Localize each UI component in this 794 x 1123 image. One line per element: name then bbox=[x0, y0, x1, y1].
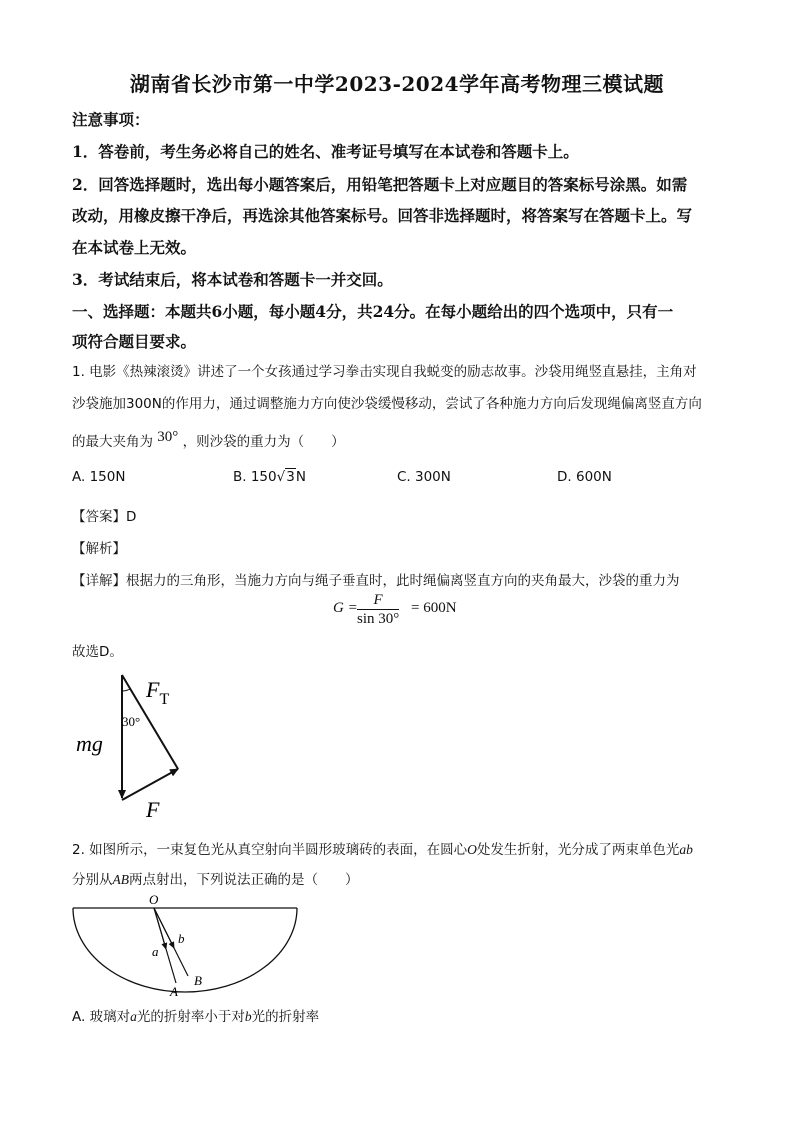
q1-stem-line-3-pre: 的最大夹角为 bbox=[72, 434, 153, 450]
q1-angle: 30° bbox=[157, 429, 179, 445]
notice-item-1: 1．答卷前，考生务必将自己的姓名、准考证号填写在本试卷和答题卡上。 bbox=[72, 142, 579, 161]
notice-item-2-line-1: 2．回答选择题时，选出每小题答案后，用铅笔把答题卡上对应题目的答案标号涂黑。如需 bbox=[72, 175, 688, 194]
q2-stem-line-2-pre: 分别从 bbox=[72, 872, 113, 888]
q2-stem-line-2 bbox=[72, 868, 359, 888]
section-1-heading-line-1: 一、选择题：本题共6小题，每小题4分，共24分。在每小题给出的四个选项中，只有一 bbox=[72, 302, 674, 321]
formula-fraction bbox=[357, 591, 399, 628]
sqrt-icon: √ bbox=[276, 469, 286, 485]
q2-option-a-a: a bbox=[130, 1009, 137, 1024]
page-title: 湖南省长沙市第一中学2023-2024学年高考物理三模试题 bbox=[129, 72, 665, 96]
q2-stem-o: O bbox=[467, 842, 477, 857]
q1-conclusion: 故选D。 bbox=[72, 644, 123, 660]
q2-stem-line-2-post: 两点射出，下列说法正确的是（ ） bbox=[129, 872, 359, 888]
q1-analysis-label: 【解析】 bbox=[72, 541, 126, 557]
f-label: F bbox=[146, 797, 160, 822]
section-1-heading-line-2: 项符合题目要求。 bbox=[72, 332, 197, 351]
q2-stem-line-1 bbox=[72, 838, 693, 858]
f-vector bbox=[122, 769, 178, 800]
q1-option-b-prefix: B. 150 bbox=[233, 469, 277, 485]
q1-stem-line-2: 沙袋施加300N的作用力，通过调整施力方向使沙袋缓慢移动，尝试了各种施力方向后发现绳偏离竖直方向 bbox=[72, 396, 702, 412]
point-A-label: A bbox=[170, 984, 178, 999]
q1-option-c: C. 300N bbox=[397, 469, 451, 485]
q2-option-a-mid: 光的折射率小于对 bbox=[136, 1009, 245, 1025]
glass-arc bbox=[73, 908, 297, 992]
q1-stem-line-1: 1. 电影《热辣滚烫》讲述了一个女孩通过学习拳击实现自我蜕变的励志故事。沙袋用绳竖直悬挂，主角对 bbox=[72, 364, 697, 380]
q1-option-a: A. 150N bbox=[72, 469, 126, 485]
q2-option-a bbox=[72, 1005, 319, 1025]
formula-denominator: sin 30° bbox=[357, 611, 400, 627]
formula-rhs: = 600N bbox=[411, 600, 457, 616]
q2-stem-ab: ab bbox=[679, 842, 693, 857]
mg-label: mg bbox=[76, 731, 103, 756]
q1-detail: 【详解】根据力的三角形，当施力方向与绳子垂直时，此时绳偏离竖直方向的夹角最大，沙袋的重力为 bbox=[72, 573, 680, 589]
q2-option-a-post: 光的折射率 bbox=[251, 1009, 320, 1025]
q2-stem-line-1-pre: 2. 如图所示，一束复色光从真空射向半圆形玻璃砖的表面，在圆心 bbox=[72, 842, 468, 858]
q1-option-b-unit: N bbox=[295, 469, 306, 485]
angle-arc bbox=[122, 689, 130, 691]
notice-item-2-line-3: 在本试卷上无效。 bbox=[72, 238, 197, 257]
ray-a-label: a bbox=[152, 944, 159, 959]
angle-label: 30° bbox=[122, 714, 141, 729]
q2-stem-line-1-post: 处发生折射，光分成了两束单色光 bbox=[476, 842, 680, 858]
semicircle-glass-diagram bbox=[70, 892, 310, 1002]
q1-formula bbox=[333, 592, 473, 640]
notice-heading: 注意事项： bbox=[72, 110, 150, 129]
q2-stem-AB: AB bbox=[112, 872, 129, 887]
q1-option-d: D. 600N bbox=[557, 469, 612, 485]
point-o-label: O bbox=[149, 892, 159, 907]
q1-option-b bbox=[233, 469, 306, 485]
q1-answer: 【答案】D bbox=[72, 509, 137, 525]
point-B-label: B bbox=[194, 973, 202, 988]
q1-stem-line-3-post: ，则沙袋的重力为（ ） bbox=[182, 434, 345, 450]
formula-numerator: F bbox=[357, 591, 399, 610]
q2-option-a-pre: A. 玻璃对 bbox=[72, 1009, 131, 1025]
notice-item-2-line-2: 改动，用橡皮擦干净后，再选涂其他答案标号。回答非选择题时，将答案写在答题卡上。写 bbox=[72, 206, 693, 225]
force-triangle-diagram bbox=[72, 665, 212, 825]
formula-lhs: G = bbox=[333, 600, 358, 616]
q1-stem-line-3 bbox=[72, 430, 345, 451]
ray-b-label: b bbox=[178, 931, 185, 946]
q2-option-a-b: b bbox=[244, 1009, 252, 1024]
ft-label: $F_T$ bbox=[146, 677, 170, 708]
q1-option-b-sqrt bbox=[277, 469, 296, 485]
q1-option-b-radicand: 3 bbox=[286, 469, 295, 485]
notice-item-3: 3．考试结束后，将本试卷和答题卡一并交回。 bbox=[72, 270, 393, 289]
